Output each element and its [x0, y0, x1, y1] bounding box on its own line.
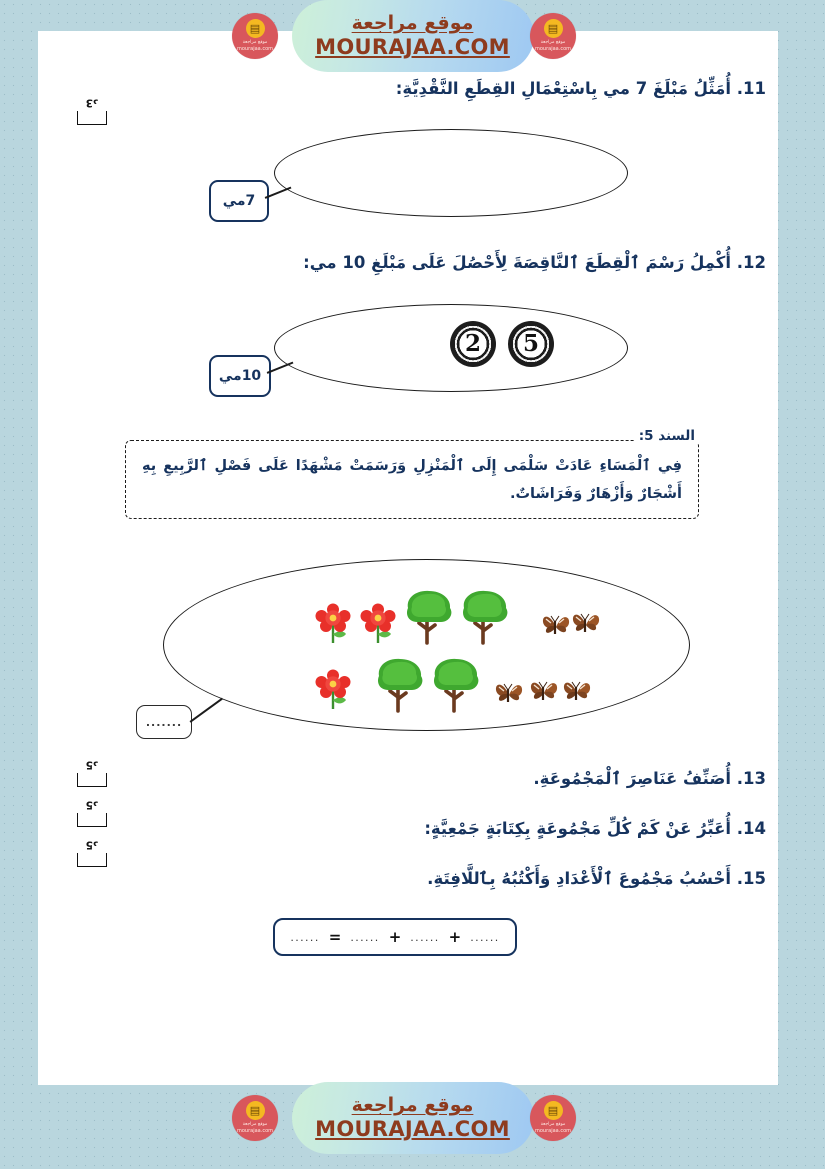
question-15-text: 15. أَحْسُبُ مَجْمُوعَ ٱلْأَعْدَادِ وَأَكْتُبُهُ بِٱللَّافِتَةِ.: [427, 869, 766, 888]
plus-sign-1: +: [388, 928, 402, 946]
flower-icon-1: [315, 603, 351, 647]
score-mark-q14: [77, 799, 107, 827]
site-logo-left-top-text: [237, 40, 273, 53]
butterfly-icon-3: [493, 679, 525, 709]
question-11-text: 11. أُمَثِّلُ مَبْلَغَ 7 مي بِاسْتِعْمَالِ القِطَعِ النَّقْدِيَّةِ:: [395, 79, 766, 98]
tree-icon-3: [373, 655, 427, 717]
logo-ar-right-bottom: موقع مراجعة: [540, 1122, 566, 1128]
score-mark-q15-slot[interactable]: [77, 853, 107, 867]
tree-icon-2: [458, 587, 512, 649]
butterfly-icon-5: [561, 677, 593, 707]
site-logo-right-bottom: [530, 1095, 576, 1141]
set-name-tag[interactable]: [136, 705, 192, 739]
question-14-text: 14. أُعَبِّرُ عَنْ كَمْ كُلِّ مَجْمُوعَةٍ بِكِتَابَةٍ جَمْعِيَّةٍ:: [424, 819, 766, 838]
score-mark-q11: [77, 97, 107, 125]
score-mark-q15: [77, 839, 107, 867]
coin-5-value: 5: [523, 329, 540, 357]
butterfly-icon-2: [570, 609, 602, 639]
tree-icon-4: [429, 655, 483, 717]
logo-ar-left-top: موقع مراجعة: [242, 40, 268, 46]
sum-term-3-blank: ......: [470, 930, 500, 944]
site-logo-left-bottom-text: [237, 1122, 273, 1135]
worksheet-page: [38, 31, 778, 1085]
score-mark-q15-value: 5د: [85, 838, 99, 851]
site-logo-right-bottom-text: [535, 1122, 571, 1135]
source-label: السند 5:: [634, 428, 700, 444]
flower-icon-2: [360, 603, 396, 647]
set-name-blank: .......: [145, 715, 183, 729]
score-mark-q11-value: 3د: [85, 96, 99, 109]
site-logo-right-top: [530, 13, 576, 59]
source-text-box: فِي ٱلْمَسَاءِ عَادَتْ سَلْمَى إِلَى ٱلْمَنْزِلِ وَرَسَمَتْ مَشْهَدًا عَلَى فَصْلِ ٱلرَّبِيعِ بِهِ أَشْجَارٌ وَأَزْهَارٌ وَفَرَاشَاتٌ.: [125, 440, 699, 519]
logo-en-right-bottom: mourajaa.com: [535, 1128, 572, 1135]
watermark-url-bottom[interactable]: MOURAJAA.COM: [315, 1116, 510, 1141]
logo-ar-left-bottom: موقع مراجعة: [242, 1122, 268, 1128]
watermark-url-top[interactable]: MOURAJAA.COM: [315, 34, 510, 59]
butterfly-icon-1: [540, 611, 572, 641]
coin-2-value: 2: [465, 329, 482, 357]
score-mark-q11-slot[interactable]: [77, 111, 107, 125]
logo-en-right-top: mourajaa.com: [535, 46, 572, 53]
score-mark-q13-slot[interactable]: [77, 773, 107, 787]
score-mark-q13: [77, 759, 107, 787]
top-watermark-banner: [0, 0, 825, 72]
sum-result-blank: ......: [290, 930, 320, 944]
watermark-title-ar-top: موقع مراجعة: [351, 12, 474, 34]
sum-term-2-blank: ......: [410, 930, 440, 944]
book-icon-left-top: ▤: [246, 19, 265, 38]
watermark-pill-top: [292, 0, 534, 72]
watermark-pill-bottom: [292, 1082, 534, 1154]
question-13-text: 13. أُصَنِّفُ عَنَاصِرَ ٱلْمَجْمُوعَةِ.: [533, 769, 766, 788]
plus-sign-2: +: [448, 928, 462, 946]
logo-en-left-top: mourajaa.com: [237, 46, 274, 53]
question-12-text: 12. أُكْمِلُ رَسْمَ ٱلْقِطَعَ ٱلنَّاقِصَةَ لِأَحْصُلَ عَلَى مَبْلَغِ 10 مي:: [303, 253, 766, 272]
score-mark-q14-value: 5د: [85, 798, 99, 811]
flower-icon-3: [315, 669, 351, 713]
watermark-title-ar-bottom: موقع مراجعة: [351, 1094, 474, 1116]
site-logo-left-top: [232, 13, 278, 59]
book-icon-right-top: ▤: [544, 19, 563, 38]
bottom-watermark-banner: [0, 1082, 825, 1154]
sum-term-1-blank: ......: [350, 930, 380, 944]
answer-ellipse-q11[interactable]: [274, 129, 628, 217]
coin-2: [450, 321, 496, 367]
site-logo-left-bottom: [232, 1095, 278, 1141]
sum-answer-box[interactable]: [273, 918, 517, 956]
site-logo-right-top-text: [535, 40, 571, 53]
logo-en-left-bottom: mourajaa.com: [237, 1128, 274, 1135]
score-mark-q13-value: 5د: [85, 758, 99, 771]
amount-tag-7: 7مي: [209, 180, 269, 222]
scene-objects: [163, 559, 688, 729]
logo-ar-right-top: موقع مراجعة: [540, 40, 566, 46]
coin-5: [508, 321, 554, 367]
amount-tag-10: 10مي: [209, 355, 271, 397]
equals-sign: =: [328, 928, 342, 946]
book-icon-right-bottom: ▤: [544, 1101, 563, 1120]
butterfly-icon-4: [528, 677, 560, 707]
score-mark-q14-slot[interactable]: [77, 813, 107, 827]
book-icon-left-bottom: ▤: [246, 1101, 265, 1120]
tree-icon-1: [402, 587, 456, 649]
